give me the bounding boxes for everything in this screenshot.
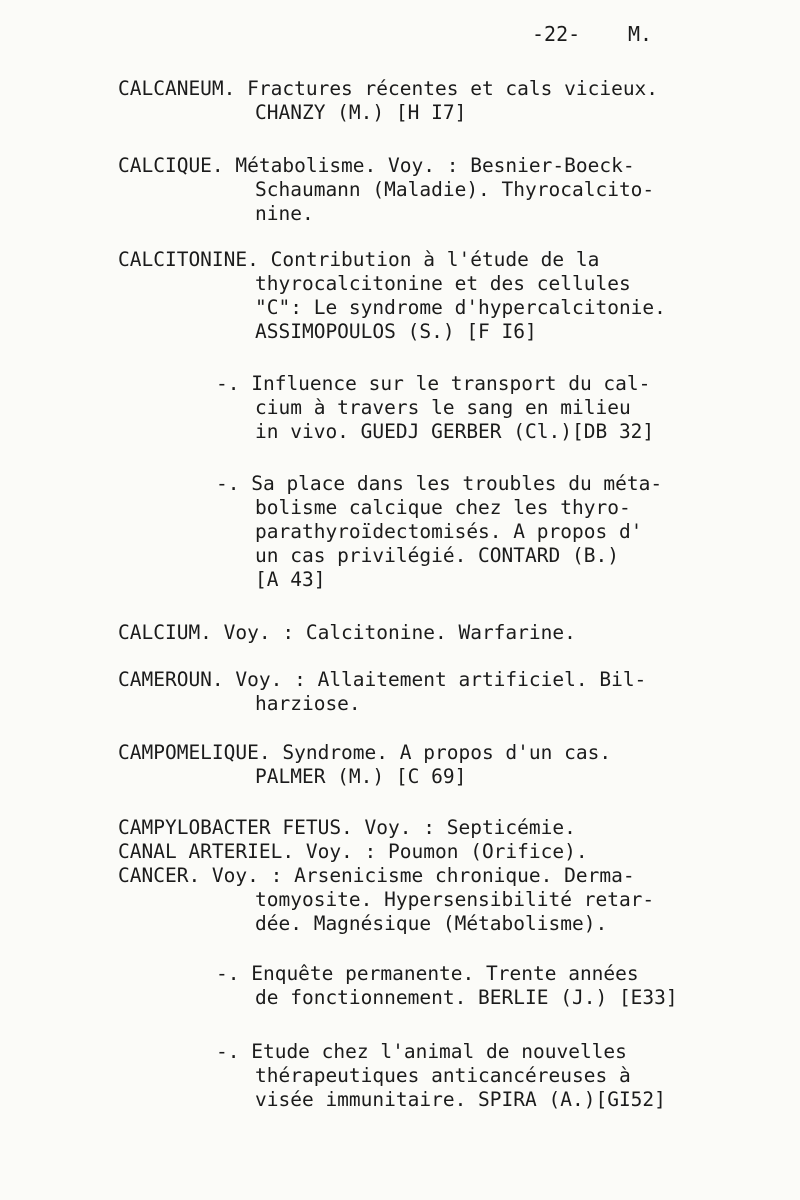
- entry-line: -. Sa place dans les troubles du méta-: [216, 472, 663, 495]
- entry-line: -. Influence sur le transport du cal-: [216, 372, 651, 395]
- entry-line: tomyosite. Hypersensibilité retar-: [255, 888, 655, 911]
- entry-line: cium à travers le sang en milieu: [255, 396, 631, 419]
- entry-line: CHANZY (M.) [H I7]: [255, 101, 467, 124]
- entry-line: CALCIUM. Voy. : Calcitonine. Warfarine.: [118, 621, 576, 644]
- entry-line: CALCANEUM. Fractures récentes et cals vicieux.: [118, 77, 659, 100]
- entry-line: ASSIMOPOULOS (S.) [F I6]: [255, 320, 537, 343]
- entry-line: Schaumann (Maladie). Thyrocalcito-: [255, 178, 655, 201]
- entry-line: CANAL ARTERIEL. Voy. : Poumon (Orifice).: [118, 840, 588, 863]
- entry-line: -. Enquête permanente. Trente années: [216, 962, 639, 985]
- entry-line: un cas privilégié. CONTARD (B.): [255, 544, 619, 567]
- entry-line: parathyroïdectomisés. A propos d': [255, 520, 643, 543]
- entry-line: CAMEROUN. Voy. : Allaitement artificiel. Bil-: [118, 668, 647, 691]
- entry-line: thyrocalcitonine et des cellules: [255, 272, 631, 295]
- entry-line: -. Etude chez l'animal de nouvelles: [216, 1040, 627, 1063]
- entry-line: "C": Le syndrome d'hypercalcitonie.: [255, 296, 666, 319]
- entry-line: PALMER (M.) [C 69]: [255, 765, 467, 788]
- entry-line: in vivo. GUEDJ GERBER (Cl.)[DB 32]: [255, 420, 655, 443]
- entry-line: dée. Magnésique (Métabolisme).: [255, 912, 608, 935]
- entry-line: bolisme calcique chez les thyro-: [255, 496, 631, 519]
- entry-line: nine.: [255, 202, 314, 225]
- entry-line: de fonctionnement. BERLIE (J.) [E33]: [255, 986, 678, 1009]
- entry-line: CANCER. Voy. : Arsenicisme chronique. Derma-: [118, 864, 635, 887]
- page-number: -22-: [532, 22, 581, 46]
- entry-line: harziose.: [255, 692, 361, 715]
- entry-line: CAMPOMELIQUE. Syndrome. A propos d'un cas.: [118, 741, 612, 764]
- entry-line: CALCIQUE. Métabolisme. Voy. : Besnier-Boeck-: [118, 154, 635, 177]
- section-letter: M.: [628, 22, 653, 46]
- entry-line: visée immunitaire. SPIRA (A.)[GI52]: [255, 1088, 666, 1111]
- entry-line: CALCITONINE. Contribution à l'étude de la: [118, 248, 600, 271]
- entry-line: CAMPYLOBACTER FETUS. Voy. : Septicémie.: [118, 816, 576, 839]
- entry-line: thérapeutiques anticancéreuses à: [255, 1064, 631, 1087]
- entry-line: [A 43]: [255, 568, 326, 591]
